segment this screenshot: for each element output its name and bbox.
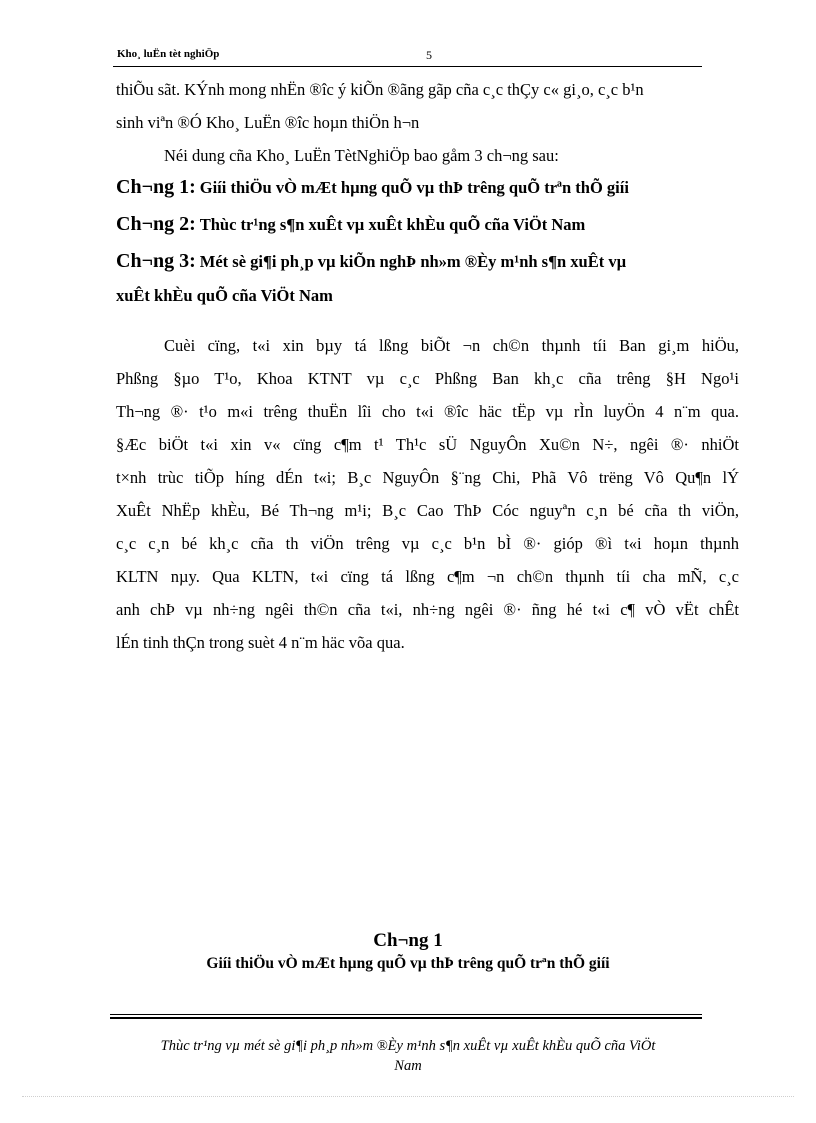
chapter-2-label: Ch¬ng 2: [116,213,196,235]
paragraph-line: KLTN nµy. Qua KLTN, t«i cïng tá lßng c¶m ¬n ch©n thµnh tíi cha mÑ, c¸c [116,567,739,586]
intro-line-1: thiÕu sãt. KÝnh mong nhËn ®îc ý kiÕn ®ãng gãp cña c¸c thÇy c« gi¸o, c¸c b¹n [116,80,644,99]
paragraph-line: lÉn tinh thÇn trong suèt 4 n¨m häc võa qua. [116,633,405,652]
paragraph-line: t×nh trùc tiÕp híng dÉn t«i; B¸c NguyÔn §¨ng Chi, Phã Vô trëng Vô Qu¶n lÝ [116,468,739,487]
chapter-3-label: Ch¬ng 3: [116,250,196,272]
chapter-2-title: Thùc tr¹ng s¶n xuÊt vµ xuÊt khÈu quÕ cña ViÖt Nam [199,215,586,234]
chapter-3-title-continued: xuÊt khÈu quÕ cña ViÖt Nam [116,286,333,305]
footer-line-1: Thùc tr¹ng vµ mét sè gi¶i ph¸p nh»m ®Èy m¹nh s¶n xuÊt vµ xuÊt khÈu quÕ cña ViÖt [160,1038,656,1054]
paragraph-line: XuÊt NhËp khÈu, Bé Th¬ng m¹i; B¸c Cao ThÞ Cóc nguyªn c¸n bé cña th viÖn, [116,501,739,520]
chapter-1-entry [116,176,629,199]
paragraph-line: Phßng §µo T¹o, Khoa KTNT vµ c¸c Phßng Ban kh¸c cña trêng §H Ngo¹i [116,369,739,388]
footer-divider-thick [110,1017,702,1019]
paragraph-line: c¸c c¸n bé kh¸c cña th viÖn trêng vµ c¸c b¹n bÌ ®· gióp ®ì t«i hoµn thµnh [116,534,739,553]
chapter-3-title: Mét sè gi¶i ph¸p vµ kiÕn nghÞ nh»m ®Èy m¹nh s¶n xuÊt vµ [199,252,627,271]
paragraph-line: §Æc biÖt t«i xin v« cïng c¶m t¹ Th¹c sÜ NguyÔn Xu©n N÷, ngêi ®· nhiÖt [116,435,739,454]
chapter-heading-title: Giíi thiÖu vÒ mÆt hµng quÕ vµ thÞ trêng quÕ trªn thÕ giíi [206,955,610,972]
footer-divider-thin [110,1014,702,1015]
header-divider [113,66,702,67]
chapter-heading-label: Ch¬ng 1 [373,930,443,951]
intro-line-2: sinh viªn ®Ó Kho¸ LuËn ®îc hoµn thiÖn h¬n [116,113,420,132]
intro-line-3: Néi dung cña Kho¸ LuËn TètNghiÖp bao gåm 3 ch¬ng sau: [164,146,559,165]
page-number: 5 [426,48,432,62]
footer-line-2: Nam [394,1058,422,1074]
page-bottom-dotted-border [22,1096,794,1097]
paragraph-line: Cuèi cïng, t«i xin bµy tá lßng biÕt ¬n ch©n thµnh tíi Ban gi¸m hiÖu, [164,336,739,355]
chapter-3-entry [116,250,626,273]
running-footer [0,1036,816,1076]
chapter-3-continuation [116,286,333,306]
chapter-1-label: Ch¬ng 1: [116,176,196,198]
running-header-title: Kho¸ luËn tèt nghiÖp [117,48,220,60]
chapter-1-title: Giíi thiÖu vÒ mÆt hµng quÕ vµ thÞ trêng quÕ trªn thÕ giíi [199,178,629,197]
paragraph-line: Th¬ng ®· t¹o m«i trêng thuËn lîi cho t«i ®îc häc tËp vµ rÌn luyÖn 4 n¨m qua. [116,402,739,421]
chapter-2-entry [116,213,585,236]
paragraph-line: anh chÞ vµ nh÷ng ngêi th©n cña t«i, nh÷ng ngêi ®· ñng hé t«i c¶ vÒ vËt chÊt [116,600,739,619]
